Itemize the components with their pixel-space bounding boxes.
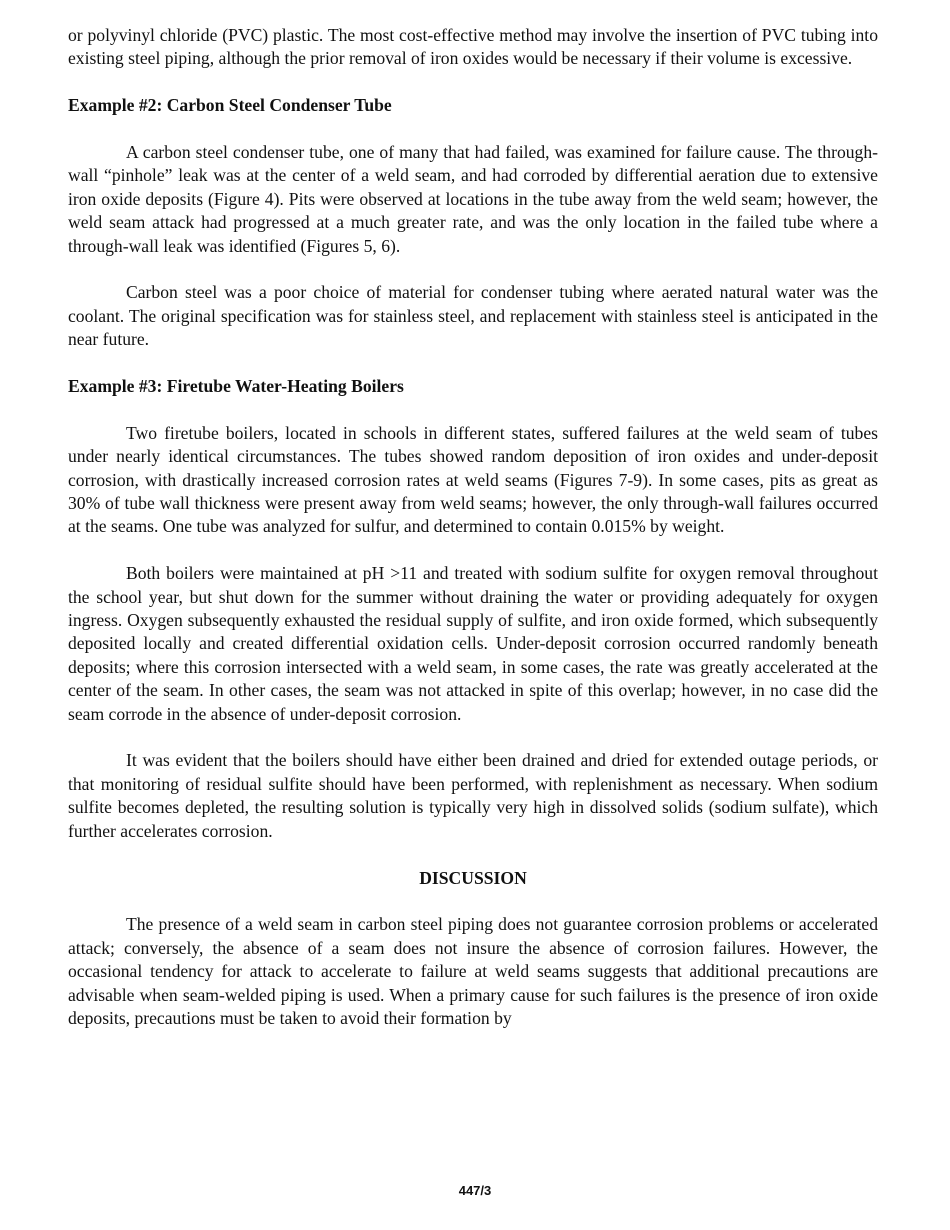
spacer [68,352,878,375]
paragraph-discussion-1: The presence of a weld seam in carbon steel piping does not guarantee corrosion problems or accelerated attack; conversely, the absence of a seam does not insure the absence of corrosion failures. However, the occasional tendency for attack to accelerate to failure at weld seams suggests that additional precautions are advisable when seam-welded piping is used. When a primary cause for such failures is the presence of iron oxide deposits, precautions must be taken to avoid their formation by [68,914,878,1028]
paragraph-example-3-2: Both boilers were maintained at pH >11 and treated with sodium sulfite for oxygen removal throughout the school year, but shut down for the summer without draining the water or providing adequately for oxygen ingress. Oxygen subsequently exhausted the residual supply of sulfite, and iron oxide formed, which subsequently deposited locally and created differential oxidation cells. Under-deposit corrosion occurred randomly beneath deposits; where this corrosion intersected with a weld seam, in some cases, the rate was greatly accelerated at the center of the seam. In other cases, the seam was not attacked in spite of this overlap; however, in no case did the seam corrode in the absence of under-deposit corrosion. [68,563,878,724]
page-body [68,24,878,1030]
spacer [68,539,878,562]
spacer [68,890,878,913]
spacer [68,71,878,94]
paragraph-example-2-2: Carbon steel was a poor choice of material for condenser tubing where aerated natural water was the coolant. The original specification was for stainless steel, and replacement with stainless steel is anticipated in the near future. [68,282,878,350]
paragraph-example-2-1: A carbon steel condenser tube, one of many that had failed, was examined for failure cause. The through-wall “pinhole” leak was at the center of a weld seam, and had corroded by differential aeration due to extensive iron oxide deposits (Figure 4). Pits were observed at locations in the tube away from the weld seam; however, the weld seam attack had progressed at a much greater rate, and was the only location in the failed tube where a through-wall leak was identified (Figures 5, 6). [68,142,878,256]
paragraph-example-3-1: Two firetube boilers, located in schools in different states, suffered failures at the weld seam of tubes under nearly identical circumstances. The tubes showed random deposition of iron oxides and under-deposit corrosion, with drastically increased corrosion rates at weld seams (Figures 7-9). In some cases, pits as great as 30% of tube wall thickness were present away from weld seams; however, the only through-wall failures occurred at the seams. One tube was analyzed for sulfur, and determined to contain 0.015% by weight. [68,422,878,537]
spacer [68,118,878,141]
heading-example-2: Example #2: Carbon Steel Condenser Tube [68,95,392,116]
heading-discussion: DISCUSSION [419,867,527,888]
spacer [68,843,878,866]
heading-example-3: Example #3: Firetube Water-Heating Boilers [68,376,404,397]
spacer [68,258,878,281]
page-number: 447/3 [458,1183,492,1198]
paragraph-intro: or polyvinyl chloride (PVC) plastic. The most cost-effective method may involve the insertion of PVC tubing into existing steel piping, although the prior removal of iron oxides would be necessary if their volume is excessive. [68,25,878,69]
paragraph-example-3-3: It was evident that the boilers should have either been drained and dried for extended outage periods, or that monitoring of residual sulfite should have been performed, with replenishment as necessary. When sodium sulfite becomes depleted, the resulting solution is typically very high in dissolved solids (sodium sulfate), which further accelerates corrosion. [68,750,878,841]
spacer [68,726,878,749]
spacer [68,398,878,421]
